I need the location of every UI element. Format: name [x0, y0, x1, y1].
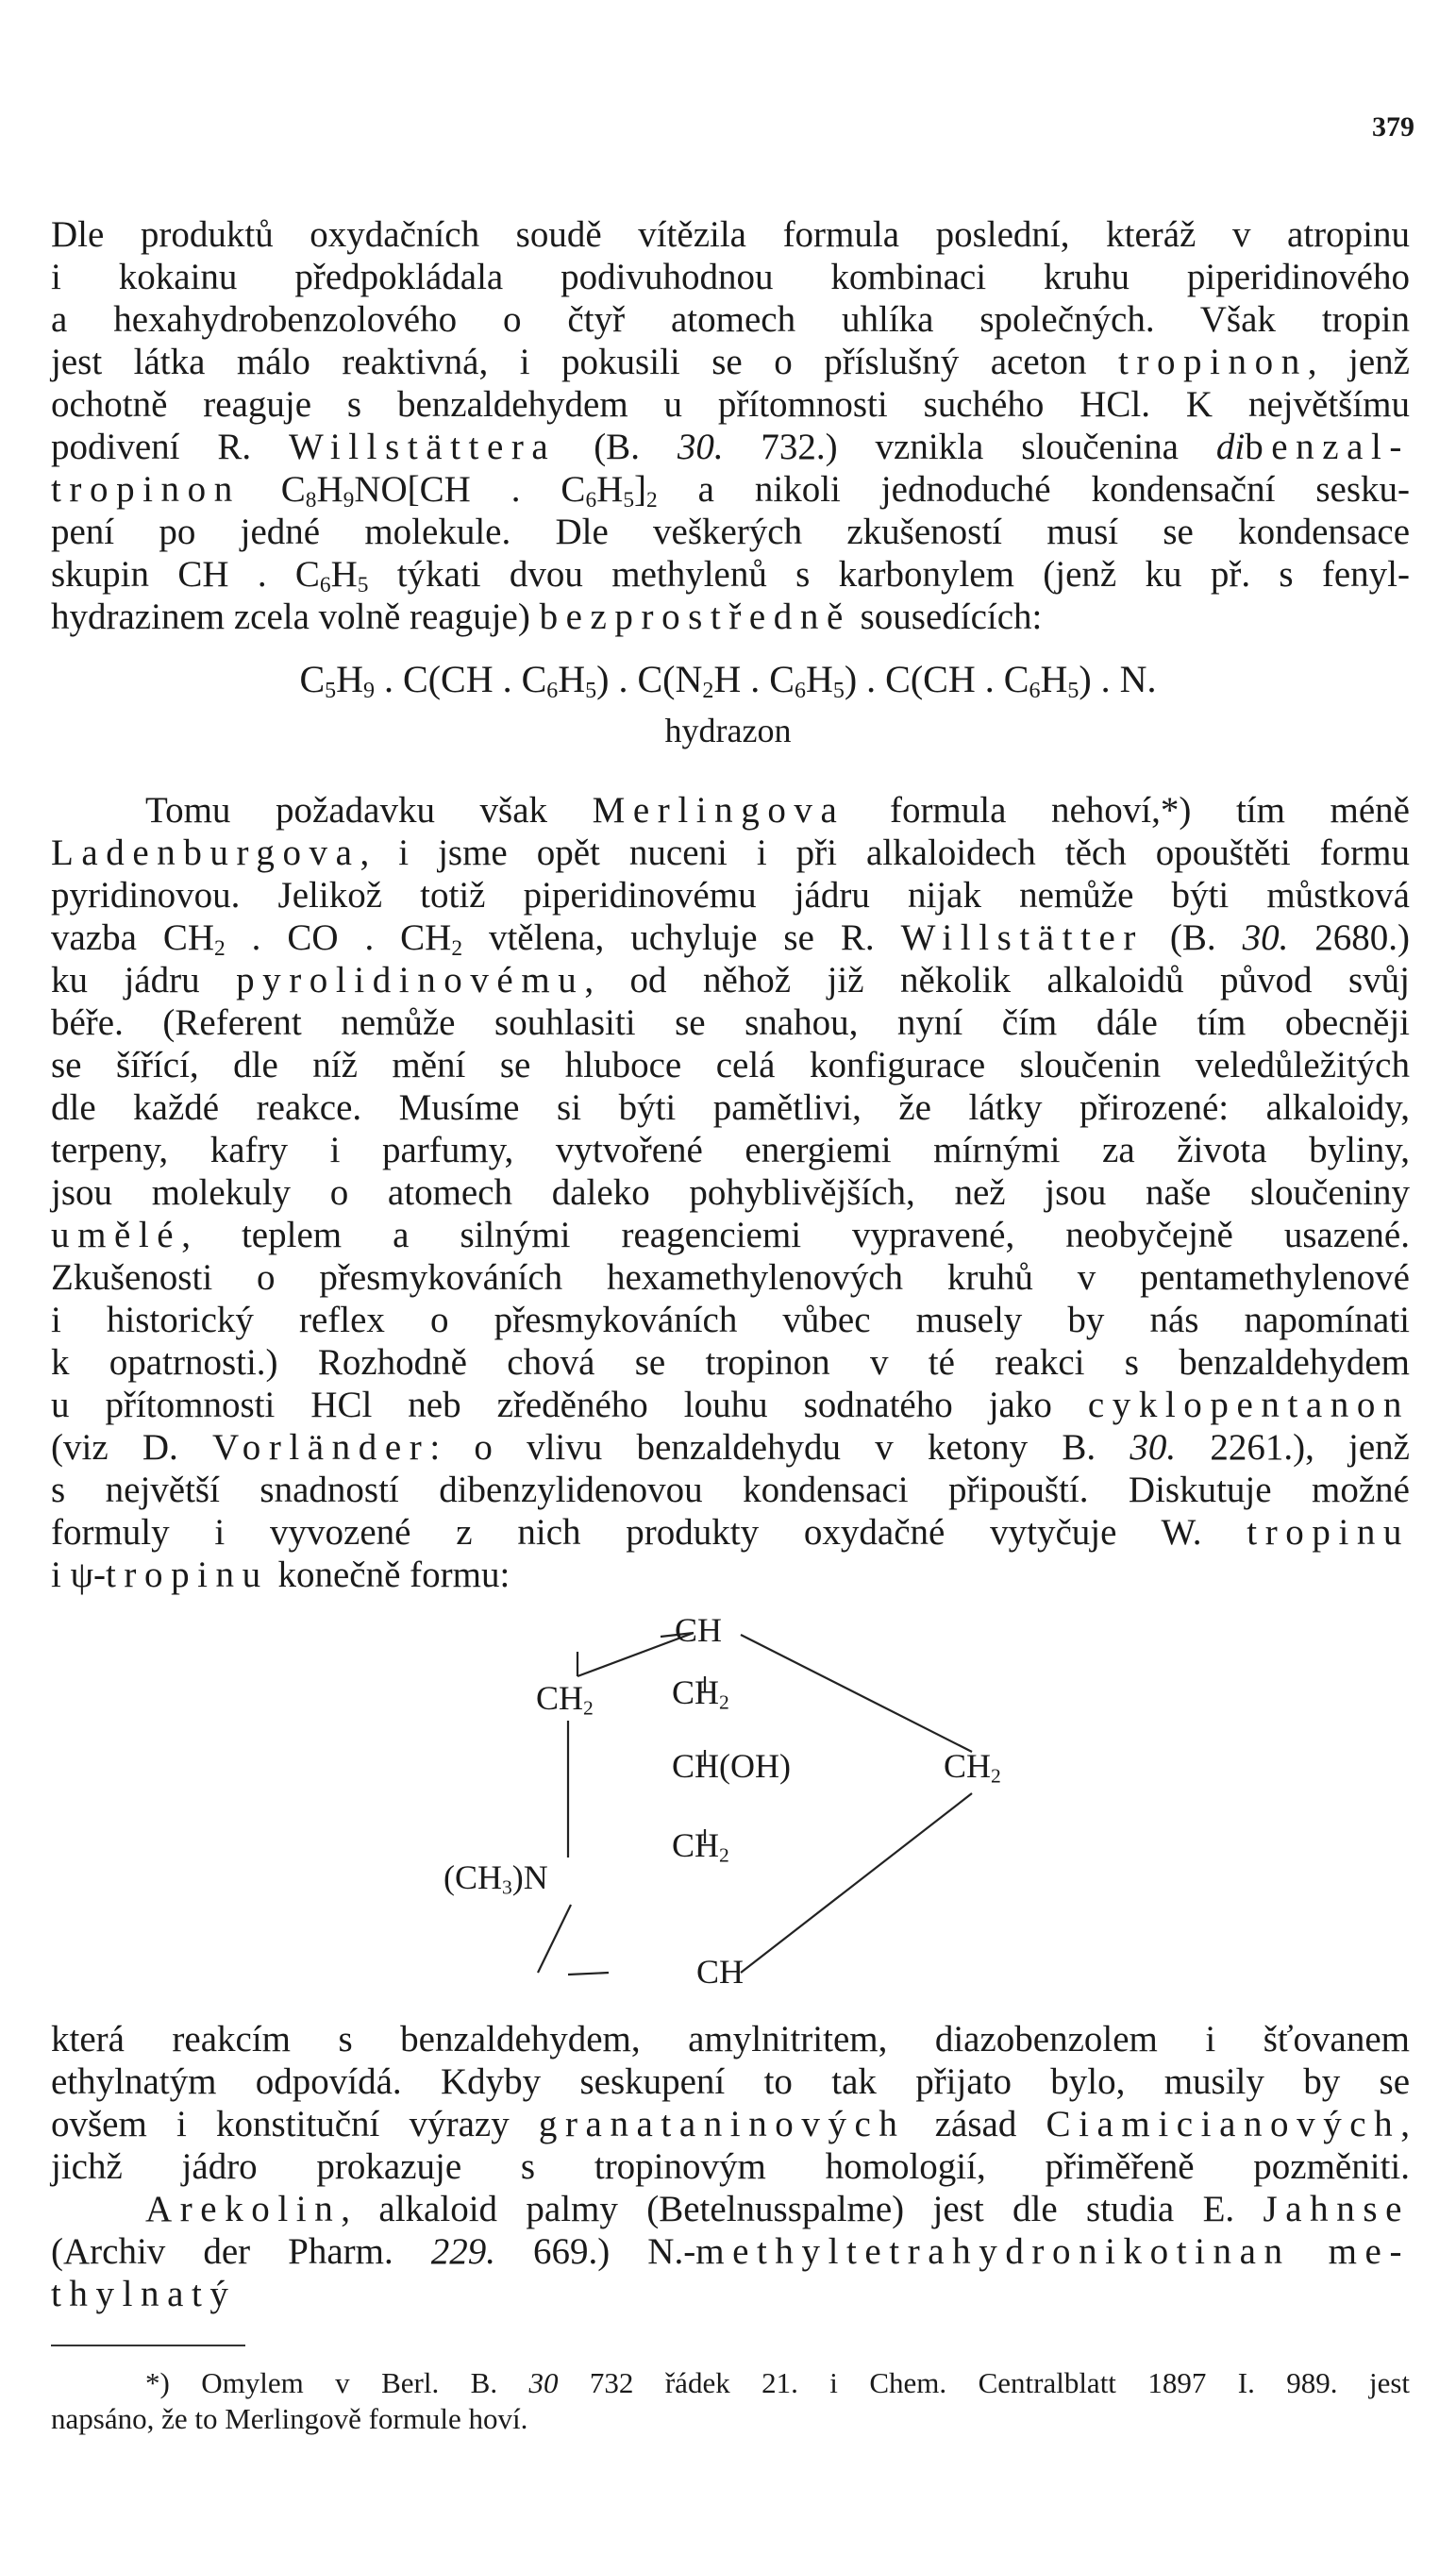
- ch2-right-label: $CH_2$: [944, 1747, 1001, 1788]
- footnote: [51, 2365, 1410, 2437]
- text-line: skupin CH . $C_6H_5$ týkati dvou methylenů s karbonylem (jenž ku př. s fenyl-: [51, 554, 1410, 597]
- n-methyl-label: $(CH_3)N$: [443, 1858, 548, 1899]
- formula-caption: hydrazon: [664, 712, 792, 749]
- text-line: (viz D. Vorländer: o vlivu benzaldehydu v ketony B. 30. 2261.), jenž: [51, 1427, 1410, 1468]
- text-line: Ladenburgova, i jsme opět nuceni i při alkaloidech těch opouštěti formu: [51, 832, 1410, 873]
- text-line: jest látka málo reaktivná, i pokusili se o příslušný aceton tropinon, jenž: [51, 342, 1410, 382]
- text-line: se šířící, dle níž mění se hluboce celá konfigurace sloučenin veledůležitých: [51, 1045, 1410, 1085]
- bond-lines: [415, 1631, 1095, 1990]
- text-line: ethylnatým odpovídá. Kdyby seskupení to tak přijato bylo, musily by se: [51, 2061, 1410, 2102]
- text-line: s největší snadností dibenzylidenovou kondensaci připouští. Diskutuje možné: [51, 1470, 1410, 1510]
- text-line: thylnatý: [51, 2274, 237, 2314]
- hydrazon-formula: $C_5H_9$ . C(CH . $C_6H_5$) . $C(N_2H$ . $C_6H_5$) . C(CH . $C_6H_5$) . N.: [299, 658, 1157, 703]
- ch2-left-label: $CH_2$: [536, 1679, 594, 1720]
- text-line: umělé, teplem a silnými reagenciemi vypravené, neobyčejně usazené.: [51, 1215, 1410, 1255]
- text-line: i kokainu předpokládala podivuhodnou kombinaci kruhu piperidinového: [51, 257, 1410, 297]
- text-line: ku jádru pyrolidinovému, od něhož již několik alkaloidů původ svůj: [51, 960, 1410, 1000]
- ch-bottom-label: CH: [696, 1953, 745, 1991]
- page-number: 379: [1372, 111, 1414, 143]
- paragraph-1: [51, 213, 1410, 638]
- tropinone-structure-diagram: [415, 1611, 1095, 1991]
- footnote-divider: [51, 2345, 245, 2346]
- paragraph-3: [51, 2018, 1410, 2315]
- text-line: formuly i vyvozené z nich produkty oxydačné vytyčuje W. tropinu: [51, 1512, 1411, 1553]
- text-line: i historický reflex o přesmykováních vůbec musely by nás napomínati: [51, 1300, 1410, 1340]
- text-line: vazba $CH_2$ . CO . $CH_2$ vtělena, uchyluje se R. Willstätter (B. 30. 2680.): [51, 917, 1411, 961]
- text-line: u přítomnosti HCl neb zředěného louhu sodnatého jako cyklopentanon: [51, 1385, 1410, 1425]
- ch-top-label: CH: [675, 1611, 723, 1649]
- text-line: podivení R. Willstättera (B. 30. 732.) vznikla sloučenina dibenzal-: [51, 427, 1411, 467]
- text-line: pení po jedné molekule. Dle veškerých zkušeností musí se kondensace: [51, 512, 1410, 552]
- ch2-lower-label: $CH_2$: [672, 1826, 729, 1867]
- text-line: (Archiv der Pharm. 229. 669.) N.-methyltetrahydronikotinan me-: [51, 2231, 1411, 2272]
- text-line: Arekolin, alkaloid palmy (Betelnusspalme) jest dle studia E. Jahnse: [145, 2189, 1410, 2229]
- text-line: tropinon $C_8H_9NO[CH$ . $C_6H_5]_2$ a nikoli jednoduché kondensační sesku-: [51, 469, 1410, 513]
- text-line: hydrazinem zcela volně reaguje) bezprostředně sousedících:: [51, 597, 1043, 637]
- text-line: k opatrnosti.) Rozhodně chová se tropinon v té reakci s benzaldehydem: [51, 1342, 1410, 1383]
- footnote-line: napsáno, že to Merlingově formule hoví.: [51, 2402, 528, 2435]
- text-line: dle každé reakce. Musíme si býti pamětlivi, že látky přirozené: alkaloidy,: [51, 1087, 1410, 1128]
- text-line: ochotně reaguje s benzaldehydem u přítomnosti suchého HCl. K největšímu: [51, 384, 1410, 425]
- text-line: jichž jádro prokazuje s tropinovým homologií, přiměřeně pozměniti.: [51, 2146, 1410, 2187]
- text-line: i ψ-tropinu konečně formu:: [51, 1555, 510, 1595]
- ch2-upper-label: $CH_2$: [672, 1673, 729, 1714]
- text-line: pyridinovou. Jelikož totiž piperidinovému jádru nijak nemůže býti můstková: [51, 875, 1410, 916]
- text-line: béře. (Referent nemůže souhlasiti se snahou, nyní čím dále tím obecněji: [51, 1002, 1410, 1043]
- paragraph-2: [51, 789, 1410, 1596]
- text-line: Tomu požadavku však Merlingova formula nehoví,*) tím méně: [145, 790, 1410, 831]
- choh-label: CH(OH): [672, 1747, 791, 1785]
- text-line: Zkušenosti o přesmykováních hexamethylenových kruhů v pentamethylenové: [51, 1257, 1410, 1298]
- text-line: ovšem i konstituční výrazy granataninových zásad Ciamicianových,: [51, 2104, 1410, 2144]
- text-line: která reakcím s benzaldehydem, amylnitritem, diazobenzolem i šťovanem: [51, 2019, 1410, 2059]
- text-line: a hexahydrobenzolového o čtyř atomech uhlíka společných. Však tropin: [51, 299, 1410, 340]
- text-line: terpeny, kafry i parfumy, vytvořené energiemi mírnými za života byliny,: [51, 1130, 1410, 1170]
- footnote-line: *) Omylem v Berl. B. 30 732 řádek 21. i Chem. Centralblatt 1897 I. 989. jest: [145, 2366, 1410, 2399]
- text-line: jsou molekuly o atomech daleko pohyblivějších, než jsou naše sloučeniny: [51, 1172, 1410, 1213]
- text-line: Dle produktů oxydačních soudě vítězila formula poslední, kteráž v atropinu: [51, 214, 1410, 255]
